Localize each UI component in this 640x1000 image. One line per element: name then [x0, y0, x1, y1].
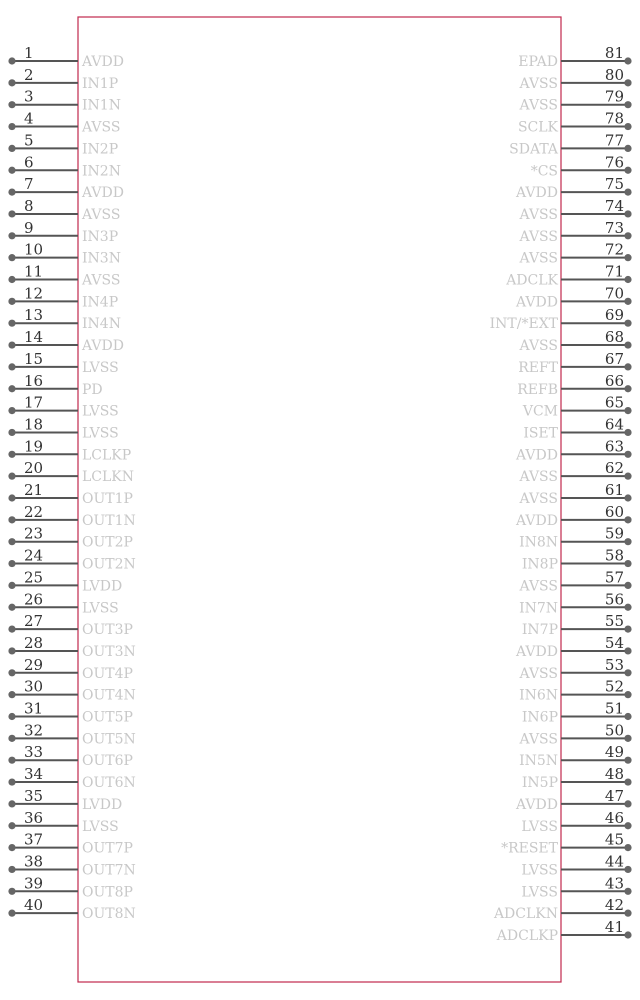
pin-endpoint-dot: [8, 385, 15, 392]
pin-endpoint-dot: [624, 516, 631, 523]
pin-name: OUT3P: [82, 622, 133, 639]
pin-name: SCLK: [517, 119, 558, 136]
pin-name: IN1P: [82, 75, 119, 92]
pin-endpoint-dot: [624, 647, 631, 654]
pin-name: REFT: [518, 359, 558, 376]
pin-name: IN4P: [82, 294, 119, 311]
pin-name: OUT2P: [82, 534, 133, 551]
pin-name: IN5P: [521, 775, 558, 792]
pin-name: LVSS: [521, 818, 558, 835]
pin-name: ADCLKP: [496, 928, 558, 944]
pin-name: AVSS: [519, 338, 558, 355]
pin-name: IN4N: [82, 316, 121, 333]
pin-number: 52: [604, 677, 624, 696]
pin-name: *RESET: [501, 840, 558, 857]
pin-name: AVDD: [516, 643, 558, 660]
pin-number: 6: [24, 153, 34, 172]
pin-name: REFB: [517, 381, 558, 398]
pin-number: 21: [24, 481, 44, 499]
pin-number: 3: [24, 87, 34, 106]
pin-number: 38: [24, 852, 44, 871]
pin-endpoint-dot: [8, 560, 15, 567]
pin-endpoint-dot: [624, 560, 631, 567]
pin-number: 49: [604, 743, 624, 762]
pin-number: 71: [604, 262, 624, 281]
pin-number: 16: [24, 371, 44, 390]
pin-number: 78: [604, 109, 624, 128]
pin-number: 70: [604, 284, 624, 303]
pin-endpoint-dot: [8, 210, 15, 217]
pin-number: 14: [24, 328, 44, 347]
pin-name: OUT4P: [82, 665, 133, 682]
pin-name: AVDD: [516, 185, 558, 202]
pin-number: 27: [24, 612, 44, 631]
pin-endpoint-dot: [624, 451, 631, 458]
pin-name: LCLKP: [82, 447, 132, 464]
pin-number: 76: [604, 153, 624, 172]
pin-number: 39: [24, 874, 44, 893]
pin-name: OUT3N: [82, 643, 136, 660]
pin-endpoint-dot: [8, 298, 15, 305]
pin-number: 81: [604, 44, 624, 62]
pin-number: 11: [24, 262, 44, 281]
pin-endpoint-dot: [8, 757, 15, 764]
pin-name: LCLKN: [82, 469, 135, 486]
pin-endpoint-dot: [8, 822, 15, 829]
pin-name: IN8N: [519, 534, 558, 551]
pin-number: 8: [24, 196, 34, 215]
pin-name: AVDD: [516, 512, 558, 529]
pin-endpoint-dot: [8, 713, 15, 720]
pin-endpoint-dot: [8, 57, 15, 64]
pin-name: AVSS: [82, 206, 121, 223]
pin-name: ADCLKN: [493, 906, 558, 923]
pin-endpoint-dot: [624, 669, 631, 676]
pin-name: IN5N: [519, 753, 558, 770]
pin-endpoint-dot: [624, 538, 631, 545]
pin-name: OUT1P: [82, 491, 133, 507]
pin-name: OUT4N: [82, 687, 136, 704]
pin-number: 31: [24, 699, 44, 718]
pin-endpoint-dot: [8, 429, 15, 436]
pin-endpoint-dot: [624, 123, 631, 130]
pin-endpoint-dot: [624, 167, 631, 174]
pin-endpoint-dot: [624, 604, 631, 611]
pin-name: OUT6P: [82, 753, 133, 770]
pin-name: OUT1N: [82, 512, 136, 529]
pin-endpoint-dot: [624, 713, 631, 720]
pin-name: AVDD: [82, 338, 124, 355]
pin-endpoint-dot: [624, 189, 631, 196]
pin-name: OUT2N: [82, 556, 136, 573]
pin-endpoint-dot: [624, 582, 631, 589]
pin-number: 25: [24, 568, 44, 587]
pin-number: 64: [604, 415, 624, 434]
pin-number: 29: [24, 655, 44, 674]
pin-endpoint-dot: [8, 910, 15, 917]
pin-name: LVSS: [82, 359, 119, 376]
pin-number: 13: [24, 306, 44, 325]
pin-number: 53: [604, 655, 624, 674]
pin-number: 44: [604, 852, 624, 871]
pin-name: AVSS: [82, 119, 121, 136]
pin-number: 12: [24, 284, 44, 303]
pin-endpoint-dot: [8, 341, 15, 348]
pin-name: EPAD: [518, 54, 558, 70]
pin-number: 9: [24, 218, 34, 237]
pin-name: VCM: [522, 403, 558, 420]
pin-endpoint-dot: [624, 910, 631, 917]
pin-name: LVDD: [82, 578, 123, 595]
pin-name: SDATA: [509, 141, 558, 158]
pin-number: 50: [604, 721, 624, 740]
pin-name: AVDD: [516, 796, 558, 813]
pin-endpoint-dot: [624, 276, 631, 283]
pin-name: AVSS: [519, 469, 558, 486]
pin-number: 68: [604, 328, 624, 347]
pin-name: AVSS: [82, 272, 121, 289]
pin-name: OUT7N: [82, 862, 136, 879]
pin-number: 26: [24, 590, 44, 609]
pin-endpoint-dot: [8, 451, 15, 458]
pin-endpoint-dot: [624, 320, 631, 327]
pin-number: 59: [604, 524, 624, 543]
pin-name: AVSS: [519, 206, 558, 223]
pin-name: OUT8P: [82, 884, 133, 901]
pin-endpoint-dot: [8, 778, 15, 785]
pin-name: AVSS: [519, 578, 558, 595]
pin-name: PD: [82, 381, 103, 398]
pin-name: LVSS: [521, 862, 558, 879]
pin-endpoint-dot: [624, 385, 631, 392]
pin-endpoint-dot: [624, 210, 631, 217]
pin-endpoint-dot: [8, 691, 15, 698]
pin-endpoint-dot: [8, 800, 15, 807]
pin-endpoint-dot: [8, 735, 15, 742]
pin-endpoint-dot: [624, 254, 631, 261]
pin-endpoint-dot: [8, 320, 15, 327]
pin-name: LVSS: [521, 884, 558, 901]
pin-number: 67: [604, 349, 624, 368]
pin-endpoint-dot: [8, 145, 15, 152]
pin-endpoint-dot: [624, 101, 631, 108]
pin-number: 73: [604, 218, 624, 237]
pin-endpoint-dot: [624, 888, 631, 895]
left-pin-column: [8, 44, 135, 922]
pin-name: OUT5N: [82, 731, 136, 748]
pin-endpoint-dot: [8, 626, 15, 633]
pin-endpoint-dot: [8, 494, 15, 501]
pin-number: 34: [24, 765, 44, 784]
pin-endpoint-dot: [8, 888, 15, 895]
pin-number: 46: [604, 808, 624, 827]
pin-number: 74: [604, 196, 624, 215]
pin-number: 15: [24, 349, 44, 368]
pin-name: AVSS: [519, 228, 558, 245]
pin-endpoint-dot: [8, 844, 15, 851]
pin-number: 22: [24, 502, 44, 521]
pin-number: 42: [604, 896, 624, 915]
pin-endpoint-dot: [8, 167, 15, 174]
pin-endpoint-dot: [8, 647, 15, 654]
pin-number: 79: [604, 87, 624, 106]
pin-endpoint-dot: [624, 691, 631, 698]
pin-endpoint-dot: [624, 757, 631, 764]
pin-number: 36: [24, 808, 44, 827]
pin-endpoint-dot: [8, 538, 15, 545]
pin-endpoint-dot: [8, 582, 15, 589]
pin-number: 32: [24, 721, 44, 740]
pin-number: 41: [604, 918, 624, 936]
pin-endpoint-dot: [624, 626, 631, 633]
pin-number: 45: [604, 830, 624, 849]
pin-endpoint-dot: [8, 189, 15, 196]
pin-number: 77: [604, 131, 624, 150]
pin-number: 23: [24, 524, 44, 543]
pin-endpoint-dot: [624, 844, 631, 851]
pin-endpoint-dot: [624, 429, 631, 436]
pin-number: 54: [604, 633, 624, 652]
pin-endpoint-dot: [624, 931, 631, 938]
pin-number: 69: [604, 306, 624, 325]
pin-number: 40: [24, 896, 44, 915]
pin-endpoint-dot: [624, 822, 631, 829]
pin-endpoint-dot: [8, 669, 15, 676]
pin-number: 28: [24, 633, 44, 652]
pin-name: LVSS: [82, 818, 119, 835]
pin-name: IN7N: [519, 600, 558, 617]
pin-number: 24: [24, 546, 44, 565]
pin-name: ADCLK: [506, 272, 558, 289]
pin-endpoint-dot: [8, 123, 15, 130]
pin-name: OUT5P: [82, 709, 133, 726]
pin-number: 33: [24, 743, 44, 762]
pin-endpoint-dot: [624, 298, 631, 305]
pin-name: IN1N: [82, 97, 121, 114]
pin-name: AVSS: [519, 97, 558, 114]
pin-name: IN7P: [521, 622, 558, 639]
pin-name: AVSS: [519, 75, 558, 92]
pin-number: 5: [24, 131, 34, 150]
pin-name: OUT8N: [82, 906, 136, 923]
pin-endpoint-dot: [624, 735, 631, 742]
pin-number: 75: [604, 175, 624, 194]
pin-endpoint-dot: [624, 494, 631, 501]
pin-endpoint-dot: [624, 778, 631, 785]
pin-endpoint-dot: [8, 254, 15, 261]
pin-endpoint-dot: [8, 79, 15, 86]
pin-number: 20: [24, 459, 44, 478]
pin-name: IN3P: [82, 228, 119, 245]
pin-name: AVSS: [519, 491, 558, 507]
pin-name: AVSS: [519, 250, 558, 267]
pin-number: 7: [24, 175, 34, 194]
pin-name: LVSS: [82, 600, 119, 617]
pin-name: AVSS: [519, 731, 558, 748]
pin-endpoint-dot: [624, 800, 631, 807]
pin-number: 57: [604, 568, 624, 587]
pin-name: ISET: [523, 425, 558, 442]
pin-number: 17: [24, 393, 44, 412]
pin-endpoint-dot: [8, 604, 15, 611]
pin-endpoint-dot: [624, 57, 631, 64]
pin-endpoint-dot: [8, 276, 15, 283]
pin-endpoint-dot: [624, 866, 631, 873]
pin-number: 43: [604, 874, 624, 893]
pin-name: AVSS: [519, 665, 558, 682]
pin-endpoint-dot: [8, 101, 15, 108]
pin-endpoint-dot: [8, 232, 15, 239]
pin-endpoint-dot: [624, 145, 631, 152]
pin-name: OUT7P: [82, 840, 133, 857]
pin-number: 56: [604, 590, 624, 609]
pin-name: IN3N: [82, 250, 121, 267]
pin-number: 35: [24, 786, 44, 805]
pin-number: 60: [604, 502, 624, 521]
pin-name: IN2P: [82, 141, 119, 158]
pin-name: AVDD: [82, 54, 124, 70]
pin-name: IN2N: [82, 163, 121, 180]
pin-endpoint-dot: [8, 516, 15, 523]
pin-endpoint-dot: [8, 473, 15, 480]
pin-number: 1: [24, 44, 34, 62]
pin-number: 62: [604, 459, 624, 478]
pin-number: 19: [24, 437, 44, 456]
pin-number: 10: [24, 240, 44, 259]
pin-name: IN6P: [521, 709, 558, 726]
pin-name: OUT6N: [82, 775, 136, 792]
component-body: [78, 17, 561, 982]
pin-name: IN8P: [521, 556, 558, 573]
pin-number: 72: [604, 240, 624, 259]
pin-number: 63: [604, 437, 624, 456]
pin-endpoint-dot: [8, 363, 15, 370]
pin-name: *CS: [530, 163, 558, 180]
pin-endpoint-dot: [624, 407, 631, 414]
pin-name: IN6N: [519, 687, 558, 704]
pin-endpoint-dot: [8, 407, 15, 414]
pin-endpoint-dot: [624, 79, 631, 86]
pin-name: LVSS: [82, 403, 119, 420]
pin-number: 55: [604, 612, 624, 631]
pin-endpoint-dot: [624, 341, 631, 348]
pin-name: LVSS: [82, 425, 119, 442]
pin-number: 4: [24, 109, 34, 128]
pin-name: LVDD: [82, 796, 123, 813]
pin-number: 47: [604, 786, 624, 805]
pin-number: 37: [24, 830, 44, 849]
pin-number: 51: [604, 699, 624, 718]
pin-endpoint-dot: [624, 363, 631, 370]
pin-number: 66: [604, 371, 624, 390]
pin-number: 48: [604, 765, 624, 784]
pin-name: AVDD: [516, 294, 558, 311]
pin-name: AVDD: [82, 185, 124, 202]
pin-number: 58: [604, 546, 624, 565]
pin-number: 61: [604, 481, 624, 499]
pin-name: INT/*EXT: [489, 316, 558, 333]
pin-endpoint-dot: [8, 866, 15, 873]
pin-number: 65: [604, 393, 624, 412]
pin-number: 80: [604, 65, 624, 84]
pin-number: 30: [24, 677, 44, 696]
pin-number: 18: [24, 415, 44, 434]
pin-endpoint-dot: [624, 473, 631, 480]
pin-number: 2: [24, 65, 34, 84]
pin-endpoint-dot: [624, 232, 631, 239]
pin-name: AVDD: [516, 447, 558, 464]
